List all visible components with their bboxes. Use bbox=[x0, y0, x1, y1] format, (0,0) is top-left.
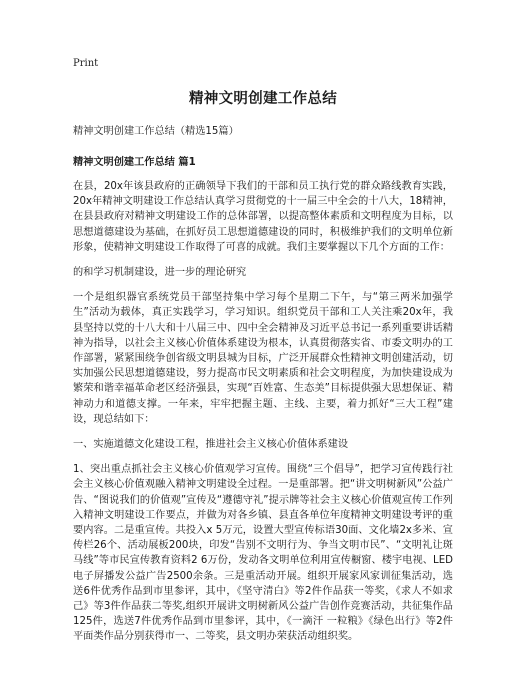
paragraph-mechanism: 的和学习机制建设，进一步的理论研究 bbox=[73, 267, 247, 279]
paragraph-study: 一个是组织器官系统党员干部坚持集中学习每个星期二下午，与“第三两米加强学生”活动为载体，真正实践学习，学习知识。组织党员干部和工人关注乘20x年，我县坚持以党的十八大和十八届三中、四中全会精神及习近平总书记一系列重要讲话精神为指导，以社会主义核心价值体系建设为根本，认真贯彻落实省、市委文明办的工作部署，紧紧围绕争创省级文明县城为目标，广泛开展群众性精神文明创建活动，切实加强公民思想道德建设，努力提高市民文明素质和社会文明程度，为加快建设成为繁荣和谐幸福革命老区经济强县，实现“百姓富、生态美”目标提供强大思想保证、精神动力和道德支撑。一年来，牢牢把握主题、主线、主要，着力抓好“三大工程”建设，现总结如下： bbox=[73, 292, 453, 425]
document-page bbox=[73, 58, 453, 655]
paragraph-intro: 在县，20x年该县政府的正确领导下我们的干部和员工执行党的群众路线教育实践，20x年精神文明建设工作总结认真学习贯彻党的十一届三中全会的十八大，18精神，在县县政府对精神文明建设工作的总体部署，以提高整体素质和文明程度为目标，以思想道德建设为基础，在抓好员工思想道德建设的同时，积极维护我们的文明单位新形象，使精神文明建设工作取得了可喜的成就。我们主要掌握以下几个方面的工作： bbox=[73, 181, 453, 253]
document-subtitle: 精神文明创建工作总结（精选15篇） bbox=[73, 126, 239, 137]
paragraph-core-values: 1、突出重点抓社会主义核心价值观学习宣传。围绕“三个倡导”，把学习宣传践行社会主义核心价值观融入精神文明建设全过程。一是重部署。把“讲文明树新风”公益广告、“图说我们的价值观”宣传及“遵德守礼”提示牌等社会主义核心价值观宣传工作列入精神文明建设工作要点，并做为对各乡镇、县直各单位年度精神文明建设考评的重要内容。二是重宣传。共投入x 5万元，设置大型宣传标语30面、文化墙2x多米、宣传栏26个、活动展板200块，印发“告别不文明行为、争当文明市民”、“文明礼让斑马线”等市民宣传教育资料2 6万份，发动各文明单位利用宣传橱窗、楼宇电视、LED电子屏播发公益广告2500余条。三是重活动开展。组织开展家风家训征集活动，选送6件优秀作品到市里参评，其中，《坚守清白》等2件作品获一等奖，《求人不如求己》等3件作品获二等奖,组织开展讲文明树新风公益广告创作竞赛活动，共征集作品125件，选送7件优秀作品到市里参评，其中，《一滴汗 一粒粮》《绿色出行》等2件平面类作品分别获得市一、二等奖，县文明办荣获活动组织奖。 bbox=[73, 464, 453, 643]
section-heading: 精神文明创建工作总结 篇1 bbox=[73, 157, 196, 168]
document-title: 精神文明创建工作总结 bbox=[189, 91, 337, 107]
print-link[interactable]: Print bbox=[73, 58, 99, 69]
paragraph-heading-one: 一、实施道德文化建设工程，推进社会主义核心价值体系建设 bbox=[73, 439, 349, 451]
